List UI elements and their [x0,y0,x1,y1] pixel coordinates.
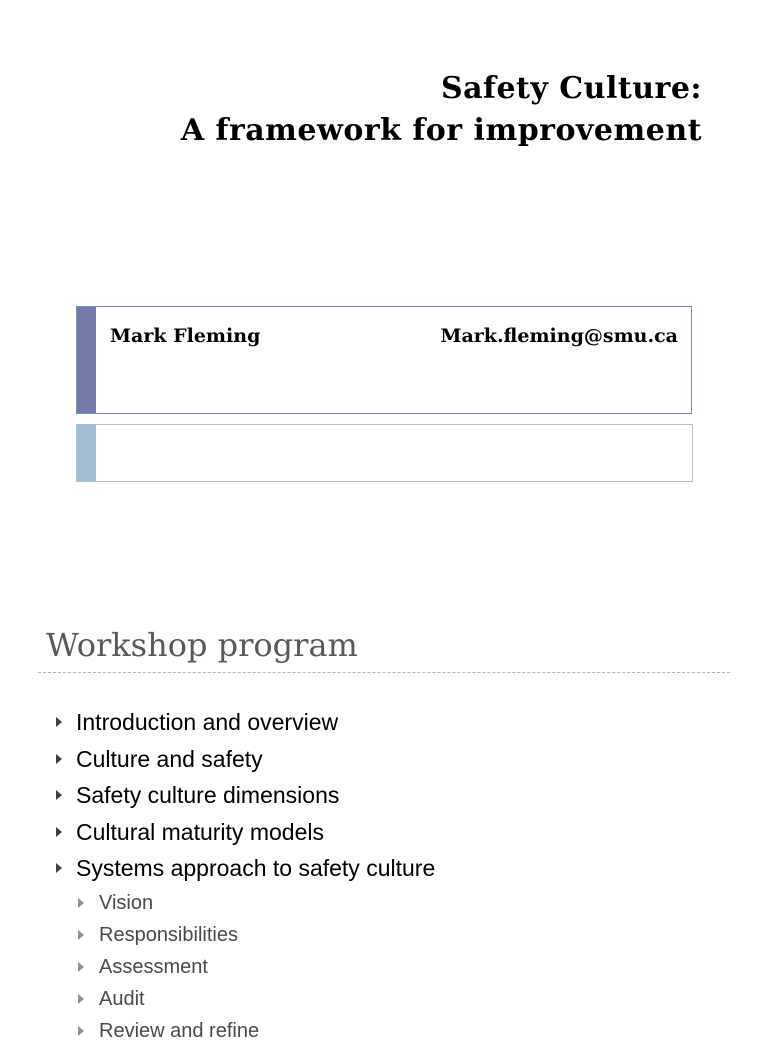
author-email: Mark.fleming@smu.ca [440,325,678,347]
subtitle-accent-bar [77,425,96,481]
list-item [52,704,435,741]
bullet-arrow-icon [56,863,62,873]
slide-title [181,68,702,152]
sub-list-item-label: Vision [99,891,154,914]
sub-bullet-arrow-icon [78,994,84,1004]
title-line-2: A framework for improvement [180,113,702,148]
bullet-arrow-icon [56,827,62,837]
bullet-arrow-icon [56,790,62,800]
bullet-list [52,704,435,1047]
sub-list-item-label: Assessment [99,955,208,978]
sub-list-item [52,919,435,951]
author-box [76,306,692,414]
sub-bullet-arrow-icon [78,962,84,972]
sub-list-item-label: Review and refine [99,1019,260,1042]
list-item-label: Safety culture dimensions [76,782,340,808]
list-item [52,814,435,851]
sub-list-item-label: Audit [99,987,145,1010]
slide-heading: Workshop program [46,626,358,664]
author-accent-bar [77,307,96,413]
sub-list-item-label: Responsibilities [99,923,238,946]
sub-list-item [52,951,435,983]
author-name: Mark Fleming [110,325,261,347]
list-item [52,741,435,778]
subtitle-box [76,424,693,482]
list-item [52,777,435,814]
heading-divider [38,672,730,673]
list-item-label: Culture and safety [76,745,263,772]
sub-bullet-arrow-icon [78,930,84,940]
list-item-label: Introduction and overview [76,709,339,735]
list-item-label: Systems approach to safety culture [76,855,436,881]
list-item [52,850,435,887]
title-line-1: Safety Culture: [440,71,702,106]
bullet-arrow-icon [56,754,62,764]
bullet-arrow-icon [56,717,62,727]
sub-list-item [52,887,435,919]
sub-list-item [52,1015,435,1047]
sub-bullet-arrow-icon [78,1026,84,1036]
program-slide [0,600,768,1042]
sub-list-item [52,983,435,1015]
list-item-label: Cultural maturity models [76,818,324,845]
sub-bullet-arrow-icon [78,898,84,908]
